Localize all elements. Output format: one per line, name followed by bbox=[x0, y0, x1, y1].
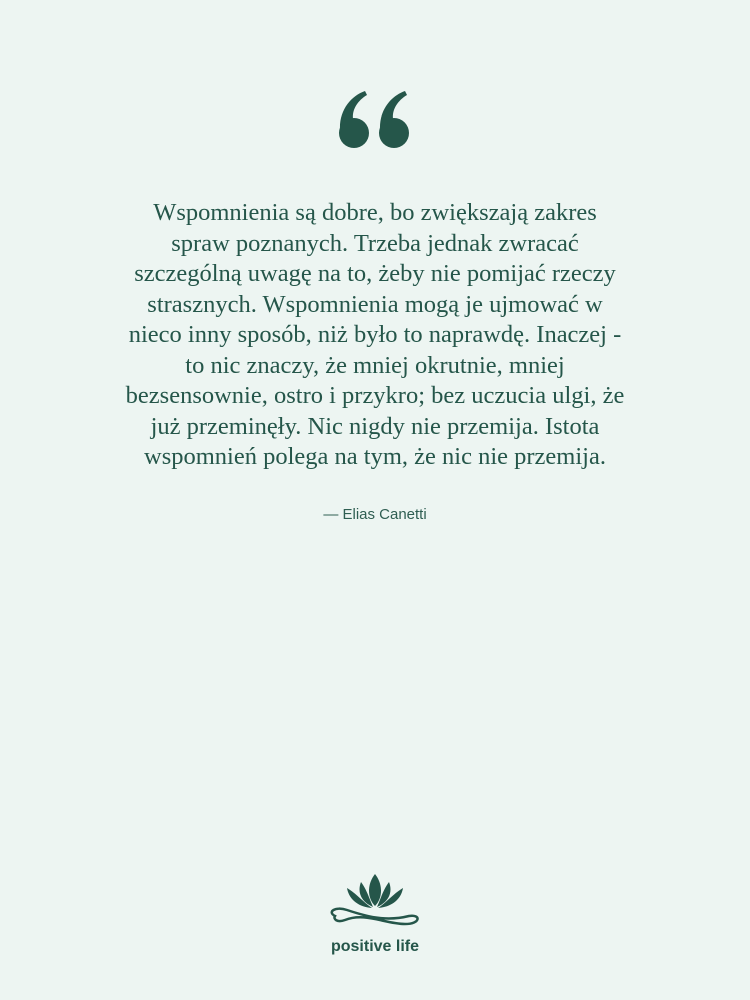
quote-line: to nic znaczy, że mniej okrutnie, mniej bbox=[185, 351, 565, 379]
quote-line: bezsensownie, ostro i przykro; bez uczucia ulgi, że bbox=[125, 382, 625, 409]
quote-line: szczególną uwagę na to, żeby nie pomijać rzeczy bbox=[134, 260, 616, 287]
quote-text bbox=[40, 198, 710, 473]
quote-author: — Elias Canetti bbox=[323, 506, 427, 523]
quote-line: Wspomnienia są dobre, bo zwiększają zakres bbox=[153, 199, 597, 226]
brand-name: positive life bbox=[330, 938, 420, 955]
quote-mark-icon bbox=[0, 88, 750, 154]
lotus-logo-icon bbox=[325, 872, 425, 936]
quote-line: już przeminęły. Nic nigdy nie przemija. Istota bbox=[150, 412, 600, 440]
quote-line: nieco inny sposób, niż było to naprawdę. Inaczej - bbox=[128, 321, 622, 348]
quote-line: wspomnień polega na tym, że nic nie przemija. bbox=[144, 443, 606, 470]
quote-line: strasznych. Wspomnienia mogą je ujmować w bbox=[147, 290, 603, 318]
quote-line: spraw poznanych. Trzeba jednak zwracać bbox=[171, 229, 579, 257]
